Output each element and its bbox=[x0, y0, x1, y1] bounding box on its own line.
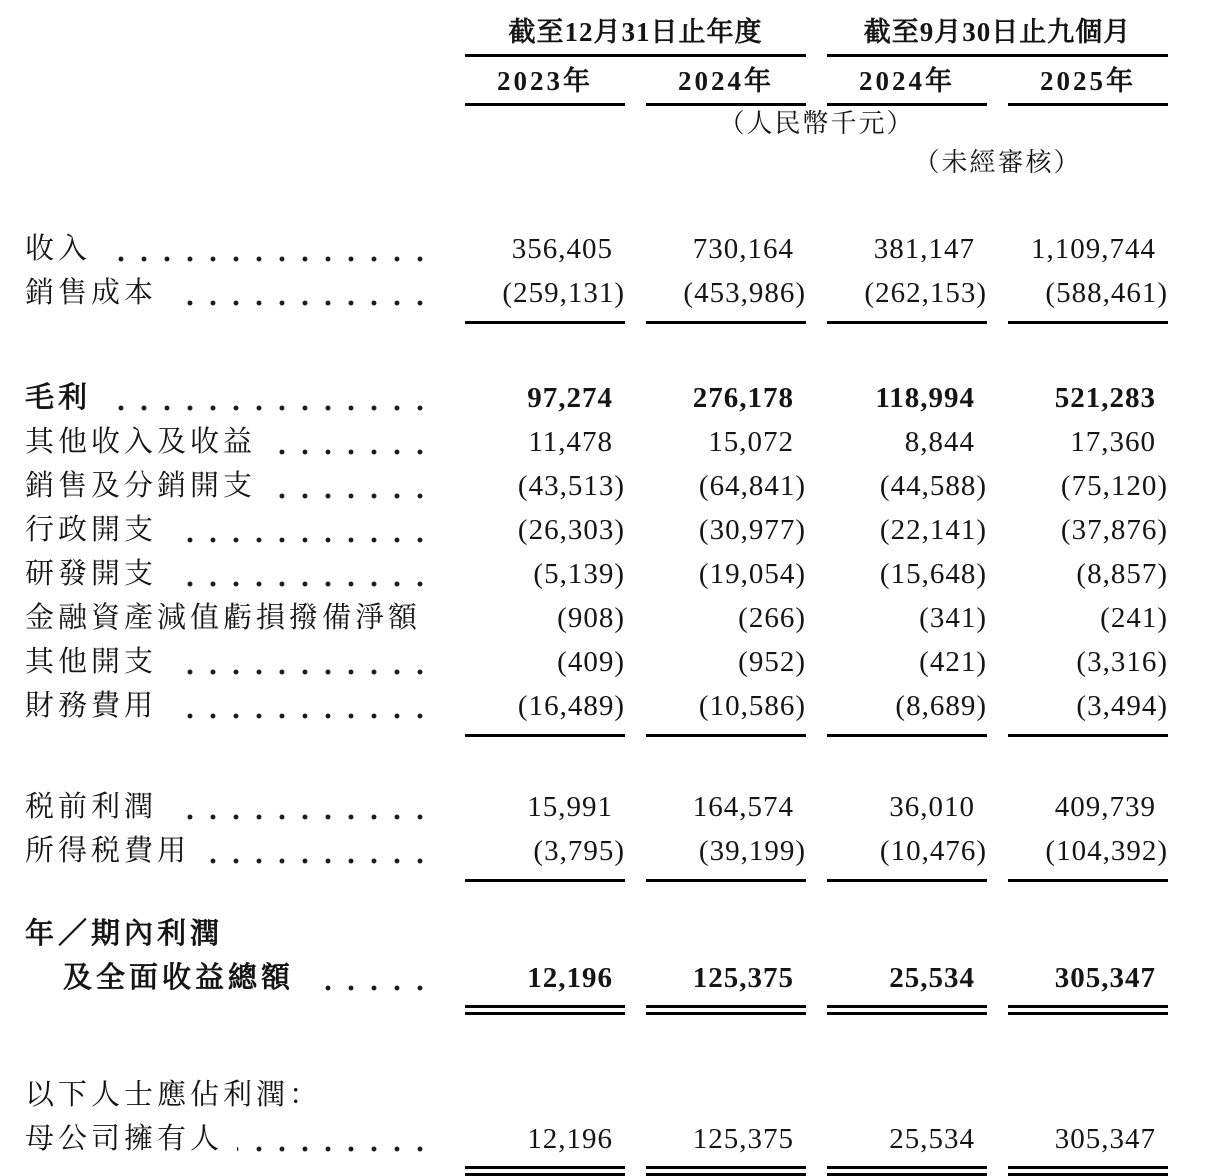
period-group-year-ended-dec31: 截至12月31日止年度 bbox=[465, 10, 806, 57]
dot-leader bbox=[171, 713, 440, 719]
currency-unit-note: （人民幣千元） bbox=[718, 109, 915, 138]
value-fy2024: (952) bbox=[738, 646, 806, 678]
row-income-tax-expense bbox=[25, 829, 1168, 882]
value-fy2023: 12,196 bbox=[465, 956, 625, 1015]
value-9m2024: 118,994 bbox=[875, 382, 975, 414]
column-header-fy2024: 2024年 bbox=[646, 68, 806, 106]
value-fy2023: (908) bbox=[557, 602, 625, 634]
value-9m2025: 305,347 bbox=[1008, 1117, 1168, 1176]
value-fy2024: (10,586) bbox=[646, 684, 806, 737]
dot-leader bbox=[171, 300, 440, 306]
row-other-expenses bbox=[25, 640, 1168, 684]
row-profit-total-comprehensive-income-line1 bbox=[25, 912, 1168, 956]
row-rd-expenses bbox=[25, 552, 1168, 596]
row-gross-profit bbox=[25, 376, 1168, 420]
row-label: 母公司擁有人 bbox=[25, 1123, 224, 1155]
value-fy2024: (30,977) bbox=[698, 514, 806, 546]
value-fy2024: 164,574 bbox=[692, 791, 794, 823]
row-profit-before-tax bbox=[25, 785, 1168, 829]
dot-leader bbox=[270, 493, 440, 499]
row-label: 及全面收益總額 bbox=[63, 962, 295, 994]
row-label: 其他收入及收益 bbox=[25, 426, 257, 458]
row-label: 金融資產減值虧損撥備淨額 bbox=[25, 602, 422, 634]
column-header-fy2023: 2023年 bbox=[465, 68, 625, 106]
row-profit-total-comprehensive-income-line2 bbox=[25, 956, 1168, 1015]
dot-leader bbox=[105, 256, 440, 262]
header-notes bbox=[25, 106, 1168, 177]
value-fy2024: 125,375 bbox=[646, 956, 806, 1015]
period-group-nine-months-ended-sep30: 截至9月30日止九個月 bbox=[827, 10, 1168, 57]
value-9m2024: (421) bbox=[919, 646, 987, 678]
value-9m2025: 409,739 bbox=[1054, 791, 1156, 823]
row-impairment-losses-on-financial-assets bbox=[25, 596, 1168, 640]
row-attributable-to-heading bbox=[25, 1073, 1168, 1117]
value-fy2023: (26,303) bbox=[517, 514, 625, 546]
value-fy2023: (259,131) bbox=[465, 271, 625, 324]
section-spacer bbox=[25, 882, 1168, 912]
value-fy2023: (16,489) bbox=[465, 684, 625, 737]
row-label: 年／期內利潤 bbox=[25, 918, 224, 950]
value-9m2024: (341) bbox=[919, 602, 987, 634]
value-9m2024: (262,153) bbox=[827, 271, 987, 324]
value-9m2024: (10,476) bbox=[827, 829, 987, 882]
column-header-9m2024: 2024年 bbox=[827, 68, 987, 106]
row-other-income-and-gains bbox=[25, 420, 1168, 464]
value-9m2024: (15,648) bbox=[879, 558, 987, 590]
value-9m2025: 305,347 bbox=[1008, 956, 1168, 1015]
section-spacer bbox=[25, 737, 1168, 785]
row-revenue bbox=[25, 227, 1168, 271]
row-administrative-expenses bbox=[25, 508, 1168, 552]
section-spacer bbox=[25, 1015, 1168, 1073]
value-fy2024: 125,375 bbox=[646, 1117, 806, 1176]
value-9m2024: 25,534 bbox=[827, 956, 987, 1015]
row-label: 其他開支 bbox=[25, 646, 158, 678]
row-label: 財務費用 bbox=[25, 690, 158, 722]
row-cost-of-sales bbox=[25, 271, 1168, 324]
value-9m2024: 8,844 bbox=[904, 426, 975, 458]
value-9m2024: 36,010 bbox=[889, 791, 975, 823]
value-fy2023: 15,991 bbox=[527, 791, 613, 823]
value-fy2024: (266) bbox=[738, 602, 806, 634]
value-9m2024: 25,534 bbox=[827, 1117, 987, 1176]
value-fy2024: (39,199) bbox=[646, 829, 806, 882]
header-year-columns bbox=[25, 68, 1168, 106]
value-fy2023: 11,478 bbox=[528, 426, 613, 458]
dot-leader bbox=[171, 581, 440, 587]
value-9m2024: (8,689) bbox=[827, 684, 987, 737]
row-label: 税前利潤 bbox=[25, 791, 158, 823]
value-fy2024: 730,164 bbox=[692, 233, 794, 265]
column-header-9m2025: 2025年 bbox=[1008, 68, 1168, 106]
value-9m2025: (8,857) bbox=[1076, 558, 1168, 590]
value-fy2023: (3,795) bbox=[465, 829, 625, 882]
value-fy2024: (453,986) bbox=[646, 271, 806, 324]
value-9m2025: (37,876) bbox=[1060, 514, 1168, 546]
value-9m2024: (44,588) bbox=[879, 470, 987, 502]
dot-leader bbox=[171, 814, 440, 820]
row-finance-costs bbox=[25, 684, 1168, 737]
row-label: 收入 bbox=[25, 233, 92, 265]
value-9m2025: 1,109,744 bbox=[1031, 233, 1156, 265]
value-fy2024: 15,072 bbox=[708, 426, 794, 458]
row-label: 所得税費用 bbox=[25, 835, 191, 867]
section-spacer bbox=[25, 324, 1168, 376]
table-body bbox=[25, 227, 1168, 1176]
dot-leader bbox=[435, 625, 440, 631]
dot-leader bbox=[105, 405, 440, 411]
row-label: 銷售成本 bbox=[25, 277, 158, 309]
value-fy2023: 97,274 bbox=[527, 382, 613, 414]
row-label: 毛利 bbox=[25, 382, 92, 414]
value-fy2024: 276,178 bbox=[692, 382, 794, 414]
unaudited-note: （未經審核） bbox=[913, 148, 1082, 177]
value-fy2023: 356,405 bbox=[511, 233, 613, 265]
value-9m2025: (104,392) bbox=[1008, 829, 1168, 882]
dot-leader bbox=[237, 1146, 440, 1152]
value-9m2024: 381,147 bbox=[873, 233, 975, 265]
value-9m2025: 521,283 bbox=[1054, 382, 1156, 414]
dot-leader bbox=[270, 449, 440, 455]
value-fy2023: (5,139) bbox=[533, 558, 625, 590]
value-9m2025: (75,120) bbox=[1060, 470, 1168, 502]
value-fy2023: (409) bbox=[557, 646, 625, 678]
value-fy2023: (43,513) bbox=[517, 470, 625, 502]
value-9m2025: 17,360 bbox=[1070, 426, 1156, 458]
value-9m2025: (3,316) bbox=[1076, 646, 1168, 678]
value-fy2024: (64,841) bbox=[698, 470, 806, 502]
value-fy2024: (19,054) bbox=[698, 558, 806, 590]
row-label: 研發開支 bbox=[25, 558, 158, 590]
value-9m2025: (588,461) bbox=[1008, 271, 1168, 324]
dot-leader bbox=[308, 985, 440, 991]
value-9m2025: (241) bbox=[1100, 602, 1168, 634]
header-period-groups bbox=[25, 10, 1168, 57]
value-fy2023: 12,196 bbox=[465, 1117, 625, 1176]
dot-leader bbox=[171, 669, 440, 675]
value-9m2025: (3,494) bbox=[1008, 684, 1168, 737]
value-9m2024: (22,141) bbox=[879, 514, 987, 546]
dot-leader bbox=[171, 537, 440, 543]
dot-leader bbox=[204, 858, 440, 864]
row-selling-and-distribution-expenses bbox=[25, 464, 1168, 508]
row-owners-of-parent bbox=[25, 1117, 1168, 1176]
row-label: 銷售及分銷開支 bbox=[25, 470, 257, 502]
row-label: 行政開支 bbox=[25, 514, 158, 546]
row-label: 以下人士應佔利潤： bbox=[25, 1079, 323, 1111]
